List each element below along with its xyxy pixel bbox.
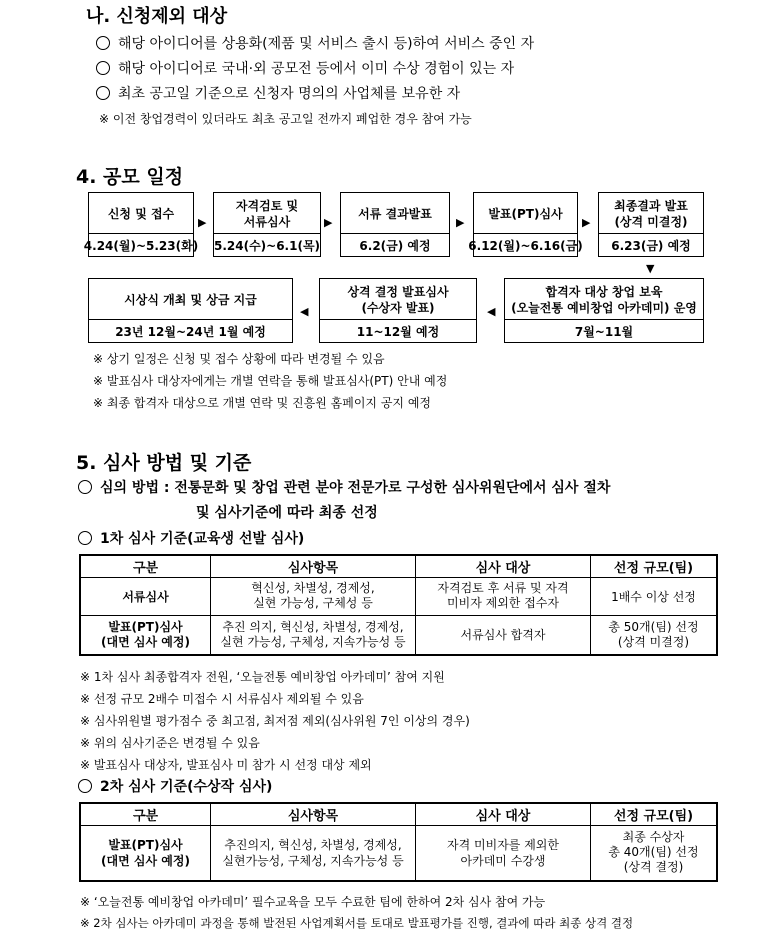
step-title: 시상식 개최 및 상금 지급: [124, 293, 257, 307]
schedule-step: [83, 192, 199, 257]
table-header: 선정 규모(팀): [591, 803, 718, 825]
circle-bullet-icon: [78, 531, 92, 545]
table-header: 구분: [80, 803, 211, 825]
table-cell: 총 50개(팀) 선정 (상격 미결정): [591, 615, 718, 655]
table-cell: 최종 수상자 총 40개(팀) 선정 (상격 결정): [591, 825, 718, 881]
step-title: 신청 및 접수: [107, 207, 175, 221]
schedule-step: [468, 192, 583, 257]
table-cell: 발표(PT)심사 (대면 심사 예정): [80, 615, 211, 655]
schedule-step: [319, 278, 477, 343]
exclusion-note: ※ 이전 창업경력이 있더라도 최초 공고일 전까지 폐업한 경우 참여 가능: [99, 112, 472, 126]
exclusion-item: [96, 58, 514, 78]
first-review-heading: [78, 528, 304, 548]
exclusion-item: [96, 33, 534, 53]
schedule-note: ※ 발표심사 대상자에게는 개별 연락을 통해 발표심사(PT) 안내 예정: [93, 374, 448, 388]
exclusion-item-text: 해당 아이디어를 상용화(제품 및 서비스 출시 등)하여 서비스 중인 자: [118, 36, 535, 52]
step-title: 상격 결정 발표심사 (수상자 발표): [347, 285, 449, 315]
step-title: 최종결과 발표 (상격 미결정): [614, 199, 688, 229]
review-heading: 5. 심사 방법 및 기준: [76, 452, 252, 474]
exclusion-item: [96, 83, 460, 103]
step-title: 자격검토 및 서류심사: [235, 199, 299, 229]
step-date: 5.24(수)~6.1(목): [214, 233, 320, 256]
circle-bullet-icon: [78, 480, 92, 494]
second-review-note: ※ 2차 심사는 아카데미 과정을 통해 발전된 사업계획서를 토대로 발표평가를 진행, 결과에 따라 최종 상격 결정: [80, 916, 634, 930]
review-method-text: 심의 방법 : 전통문화 및 창업 관련 분야 전문가로 구성한 심사위원단에서 심사 절차: [100, 480, 611, 496]
table-cell: 1배수 이상 선정: [591, 577, 718, 615]
second-review-note: ※ ‘오늘전통 예비창업 아카데미’ 필수교육을 모두 수료한 팀에 한하여 2차 심사 참여 가능: [80, 895, 546, 909]
first-review-note: ※ 위의 심사기준은 변경될 수 있음: [80, 736, 260, 750]
table-header: 선정 규모(팀): [591, 555, 718, 577]
step-title: 발표(PT)심사: [488, 207, 563, 221]
schedule-step: [88, 278, 293, 343]
first-review-heading-text: 1차 심사 기준(교육생 선발 심사): [100, 531, 305, 547]
schedule-note: ※ 최종 합격자 대상으로 개별 연락 및 진흥원 홈페이지 공지 예정: [93, 396, 432, 410]
first-review-note: ※ 발표심사 대상자, 발표심사 미 참가 시 선정 대상 제외: [80, 758, 372, 772]
circle-bullet-icon: [96, 36, 110, 50]
table-cell: 서류심사 합격자: [416, 615, 591, 655]
arrow-down-icon: ▼: [646, 262, 655, 275]
circle-bullet-icon: [96, 86, 110, 100]
table-header: 구분: [80, 555, 211, 577]
arrow-right-icon: ▶: [582, 216, 591, 229]
step-title: 합격자 대상 창업 보육 (오늘전통 예비창업 아카데미) 운영: [511, 285, 697, 315]
step-date: 4.24(월)~5.23(화): [89, 233, 193, 256]
schedule-step: [504, 278, 704, 343]
table-cell: 발표(PT)심사 (대면 심사 예정): [80, 825, 211, 881]
step-date: 6.23(금) 예정: [599, 233, 703, 256]
arrow-right-icon: ▶: [198, 216, 207, 229]
table-cell: 혁신성, 차별성, 경제성, 실현 가능성, 구체성 등: [211, 577, 416, 615]
schedule-step: [598, 192, 704, 257]
schedule-note: ※ 상기 일정은 신청 및 접수 상황에 따라 변경될 수 있음: [93, 352, 385, 366]
arrow-right-icon: ▶: [324, 216, 333, 229]
table-cell: 추진의지, 혁신성, 차별성, 경제성, 실현가능성, 구체성, 지속가능성 등: [211, 825, 416, 881]
table-cell: 자격검토 후 서류 및 자격 미비자 제외한 접수자: [416, 577, 591, 615]
step-date: 6.2(금) 예정: [341, 233, 449, 256]
circle-bullet-icon: [96, 61, 110, 75]
second-review-heading: [78, 776, 272, 796]
arrow-left-icon: ◀: [300, 305, 309, 318]
step-date: 6.12(월)~6.16(금): [474, 233, 577, 256]
table-cell: 추진 의지, 혁신성, 차별성, 경제성, 실현 가능성, 구체성, 지속가능성 등: [211, 615, 416, 655]
first-review-note: ※ 1차 심사 최종합격자 전원, ‘오늘전통 예비창업 아카데미’ 참여 지원: [80, 670, 445, 684]
schedule-step: [340, 192, 450, 257]
first-review-note: ※ 심사위원별 평가점수 중 최고점, 최저점 제외(심사위원 7인 이상의 경우): [80, 714, 470, 728]
table-header: 심사 대상: [416, 803, 591, 825]
table-row: [80, 825, 717, 881]
exclusion-heading: 나. 신청제외 대상: [86, 6, 228, 27]
table-cell: 서류심사: [80, 577, 211, 615]
step-date: 11~12월 예정: [320, 319, 476, 342]
table-row: [80, 615, 717, 655]
table-cell: 자격 미비자를 제외한 아카데미 수강생: [416, 825, 591, 881]
exclusion-item-text: 해당 아이디어로 국내·외 공모전 등에서 이미 수상 경험이 있는 자: [118, 61, 515, 77]
arrow-right-icon: ▶: [456, 216, 465, 229]
step-date: 23년 12월~24년 1월 예정: [89, 319, 292, 342]
schedule-heading: 4. 공모 일정: [76, 166, 184, 188]
step-title: 서류 결과발표: [358, 207, 432, 221]
circle-bullet-icon: [78, 779, 92, 793]
exclusion-item-text: 최초 공고일 기준으로 신청자 명의의 사업체를 보유한 자: [118, 86, 461, 102]
schedule-step: [213, 192, 321, 257]
step-date: 7월~11월: [505, 319, 703, 342]
review-method-cont: 및 심사기준에 따라 최종 선정: [196, 505, 378, 521]
table-header: 심사 대상: [416, 555, 591, 577]
table-header: 심사항목: [211, 803, 416, 825]
table-header: 심사항목: [211, 555, 416, 577]
second-review-heading-text: 2차 심사 기준(수상작 심사): [100, 779, 273, 795]
table-row: [80, 577, 717, 615]
review-method: [78, 477, 610, 497]
arrow-left-icon: ◀: [487, 305, 496, 318]
second-review-table: [79, 802, 718, 882]
first-review-note: ※ 선정 규모 2배수 미접수 시 서류심사 제외될 수 있음: [80, 692, 364, 706]
first-review-table: [79, 554, 718, 656]
